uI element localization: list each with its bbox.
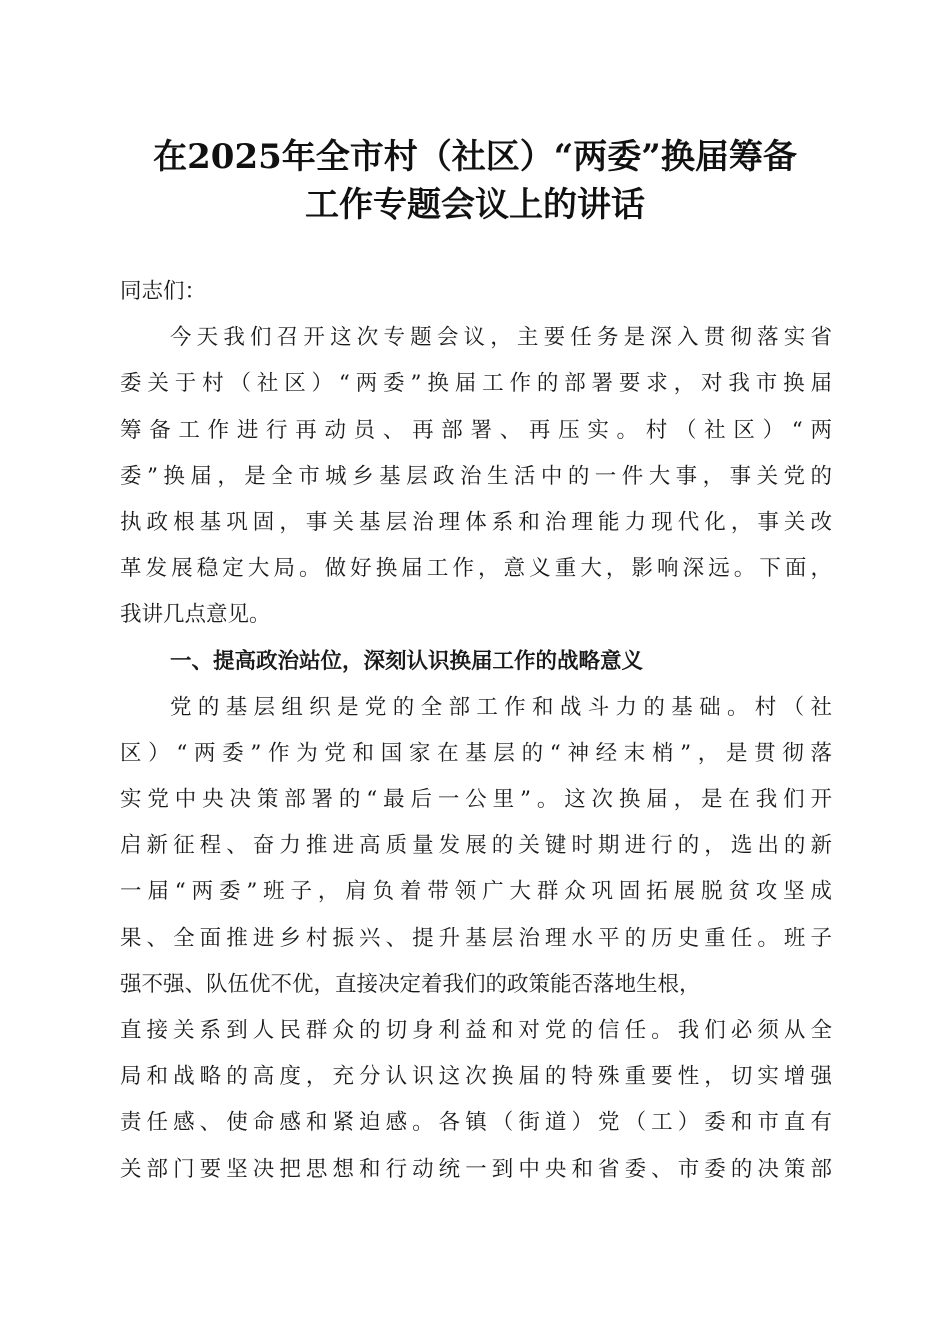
paragraph-line: 委关于村（社区）“两委”换届工作的部署要求，对我市换届 <box>120 371 832 397</box>
paragraph-line: 革发展稳定大局。做好换届工作，意义重大，影响深远。下面， <box>120 556 832 582</box>
paragraph-line: 执政根基巩固，事关基层治理体系和治理能力现代化，事关改 <box>120 509 832 535</box>
paragraph-line: 直接关系到人民群众的切身利益和对党的信任。我们必须从全 <box>120 1018 832 1043</box>
paragraph-line: 责任感、使命感和紧迫感。各镇（街道）党（工）委和市直有 <box>120 1110 832 1136</box>
paragraph-line: 党的基层组织是党的全部工作和战斗力的基础。村（社 <box>170 694 832 720</box>
paragraph-line: 一届“两委”班子，肩负着带领广大群众巩固拓展脱贫攻坚成 <box>120 879 832 905</box>
paragraph-line: 局和战略的高度，充分认识这次换届的特殊重要性，切实增强 <box>120 1064 832 1090</box>
paragraph-line: 果、全面推进乡村振兴、提升基层治理水平的历史重任。班子 <box>120 925 832 951</box>
paragraph-1 <box>120 315 832 638</box>
title-line-1: 在2025年全市村（社区）“两委”换届筹备 <box>153 137 797 177</box>
paragraph-line: 关部门要坚决把思想和行动统一到中央和省委、市委的决策部 <box>120 1156 832 1182</box>
paragraph-line: 实党中央决策部署的“最后一公里”。这次换届，是在我们开 <box>120 787 832 813</box>
paragraph-line: 今天我们召开这次专题会议，主要任务是深入贯彻落实省 <box>170 325 832 351</box>
document-body <box>120 269 832 1193</box>
paragraph-line: 启新征程、奋力推进高质量发展的关键时期进行的，选出的新 <box>120 833 832 859</box>
paragraph-line: 区）“两委”作为党和国家在基层的“神经末梢”，是贯彻落 <box>120 740 832 766</box>
section-heading: 一、提高政治站位，深刻认识换届工作的战略意义 <box>170 648 644 674</box>
paragraph-line: 强不强、队伍优不优，直接决定着我们的政策能否落地生根， <box>120 971 701 997</box>
title-line-2: 工作专题会议上的讲话 <box>305 185 645 225</box>
paragraph-line: 委”换届，是全市城乡基层政治生活中的一件大事，事关党的 <box>120 463 832 489</box>
paragraph-line: 筹备工作进行再动员、再部署、再压实。村（社区）“两 <box>120 417 832 443</box>
paragraph-2 <box>120 685 832 1193</box>
document-title <box>80 133 870 229</box>
paragraph-line: 我讲几点意见。 <box>120 602 271 628</box>
salutation: 同志们： <box>120 279 207 304</box>
